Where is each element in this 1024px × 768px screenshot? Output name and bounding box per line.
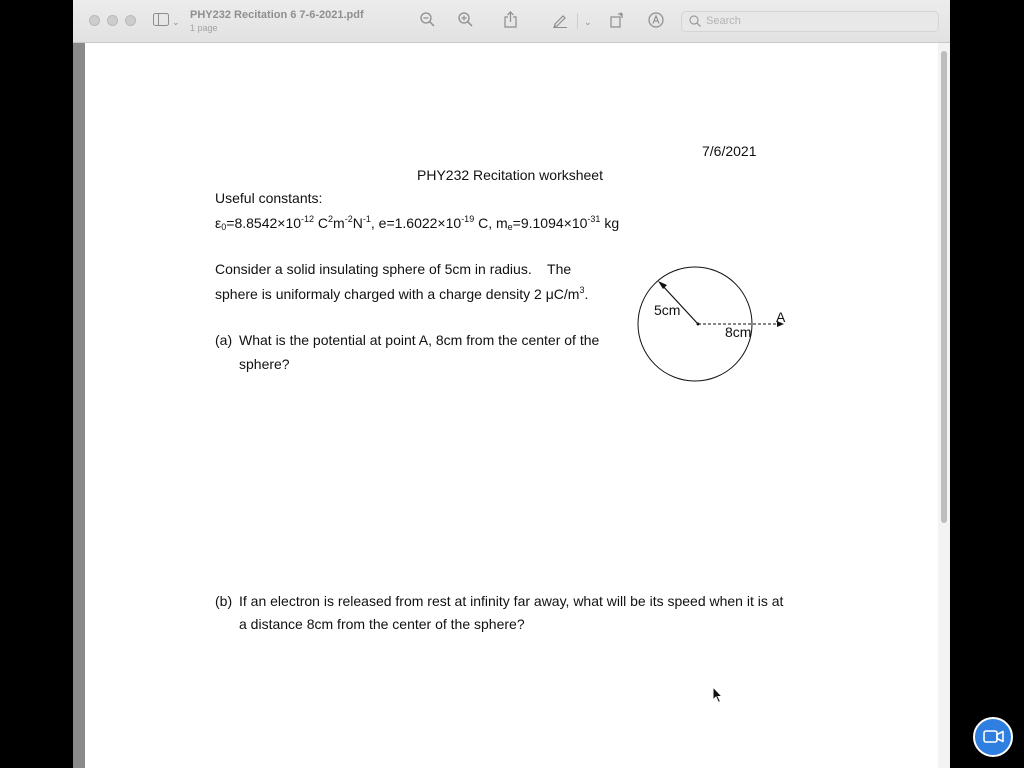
chevron-down-icon[interactable]: ⌄ bbox=[172, 17, 180, 27]
share-icon bbox=[504, 11, 517, 28]
problem-statement-line-2: sphere is uniformaly charged with a charge density 2 $\mu C/m^3$. bbox=[215, 285, 589, 302]
mouse-cursor-icon bbox=[712, 686, 724, 704]
markup-pen-icon bbox=[552, 12, 568, 28]
toolbar-divider bbox=[577, 13, 578, 29]
part-b-question-line-2: a distance 8cm from the center of the sphere? bbox=[239, 616, 525, 632]
scrollbar-thumb[interactable] bbox=[941, 51, 947, 523]
part-b-label: (b) bbox=[215, 593, 233, 609]
radius-arrowhead bbox=[658, 281, 667, 289]
document-date: 7/6/2021 bbox=[702, 143, 757, 159]
zoom-in-icon bbox=[458, 12, 473, 27]
document-title: PHY232 Recitation 6 7-6-2021.pdf bbox=[190, 9, 364, 21]
part-b-question-line-1: If an electron is released from rest at infinity far away, what will be its speed when it is at bbox=[239, 593, 784, 609]
zoom-window-button[interactable] bbox=[125, 15, 136, 26]
part-a-label: (a) bbox=[215, 332, 233, 348]
sidebar-toggle-button[interactable] bbox=[153, 13, 169, 30]
document-heading: PHY232 Recitation worksheet bbox=[417, 167, 603, 183]
pdf-page bbox=[85, 43, 938, 768]
share-button[interactable] bbox=[504, 11, 517, 32]
markup-button[interactable] bbox=[552, 12, 568, 32]
zoom-out-button[interactable] bbox=[420, 12, 435, 31]
problem-statement-line-1: Consider a solid insulating sphere of 5cm in radius. The bbox=[215, 261, 572, 277]
part-a-question-line-2: sphere? bbox=[239, 356, 290, 372]
center-point bbox=[697, 323, 700, 326]
annotate-button[interactable] bbox=[648, 12, 664, 32]
search-field[interactable] bbox=[681, 11, 939, 32]
search-placeholder: Search bbox=[706, 15, 741, 27]
sidebar-edge bbox=[73, 43, 85, 768]
search-icon bbox=[689, 15, 701, 30]
title-bar bbox=[73, 0, 950, 43]
constants-line: $\varepsilon_0=8.8542\times 10^{-12}$ $C^2m^{-2}N^{-1}$, $e=1.6022\times 10^{-19}$ C, $m_e=9.1094\times 10^{-31}$ kg bbox=[215, 214, 620, 232]
video-call-button[interactable] bbox=[973, 717, 1013, 757]
sphere-diagram bbox=[636, 264, 796, 384]
chevron-down-icon[interactable]: ⌄ bbox=[584, 17, 592, 27]
zoom-out-icon bbox=[420, 12, 435, 27]
close-window-button[interactable] bbox=[89, 15, 100, 26]
point-a-label: A bbox=[776, 309, 786, 325]
video-camera-icon bbox=[975, 719, 1011, 755]
constants-label: Useful constants: bbox=[215, 190, 323, 206]
document-page-count: 1 page bbox=[190, 23, 218, 33]
rotate-icon bbox=[610, 12, 625, 28]
preview-window bbox=[73, 0, 950, 768]
minimize-window-button[interactable] bbox=[107, 15, 118, 26]
annotate-icon bbox=[648, 12, 664, 28]
zoom-in-button[interactable] bbox=[458, 12, 473, 31]
distance-label: 8cm bbox=[725, 324, 752, 340]
rotate-button[interactable] bbox=[610, 12, 625, 32]
sidebar-icon bbox=[153, 13, 169, 26]
radius-label: 5cm bbox=[654, 302, 681, 318]
vertical-scrollbar[interactable] bbox=[938, 43, 950, 768]
part-a-question-line-1: What is the potential at point A, 8cm from the center of the bbox=[239, 332, 600, 348]
